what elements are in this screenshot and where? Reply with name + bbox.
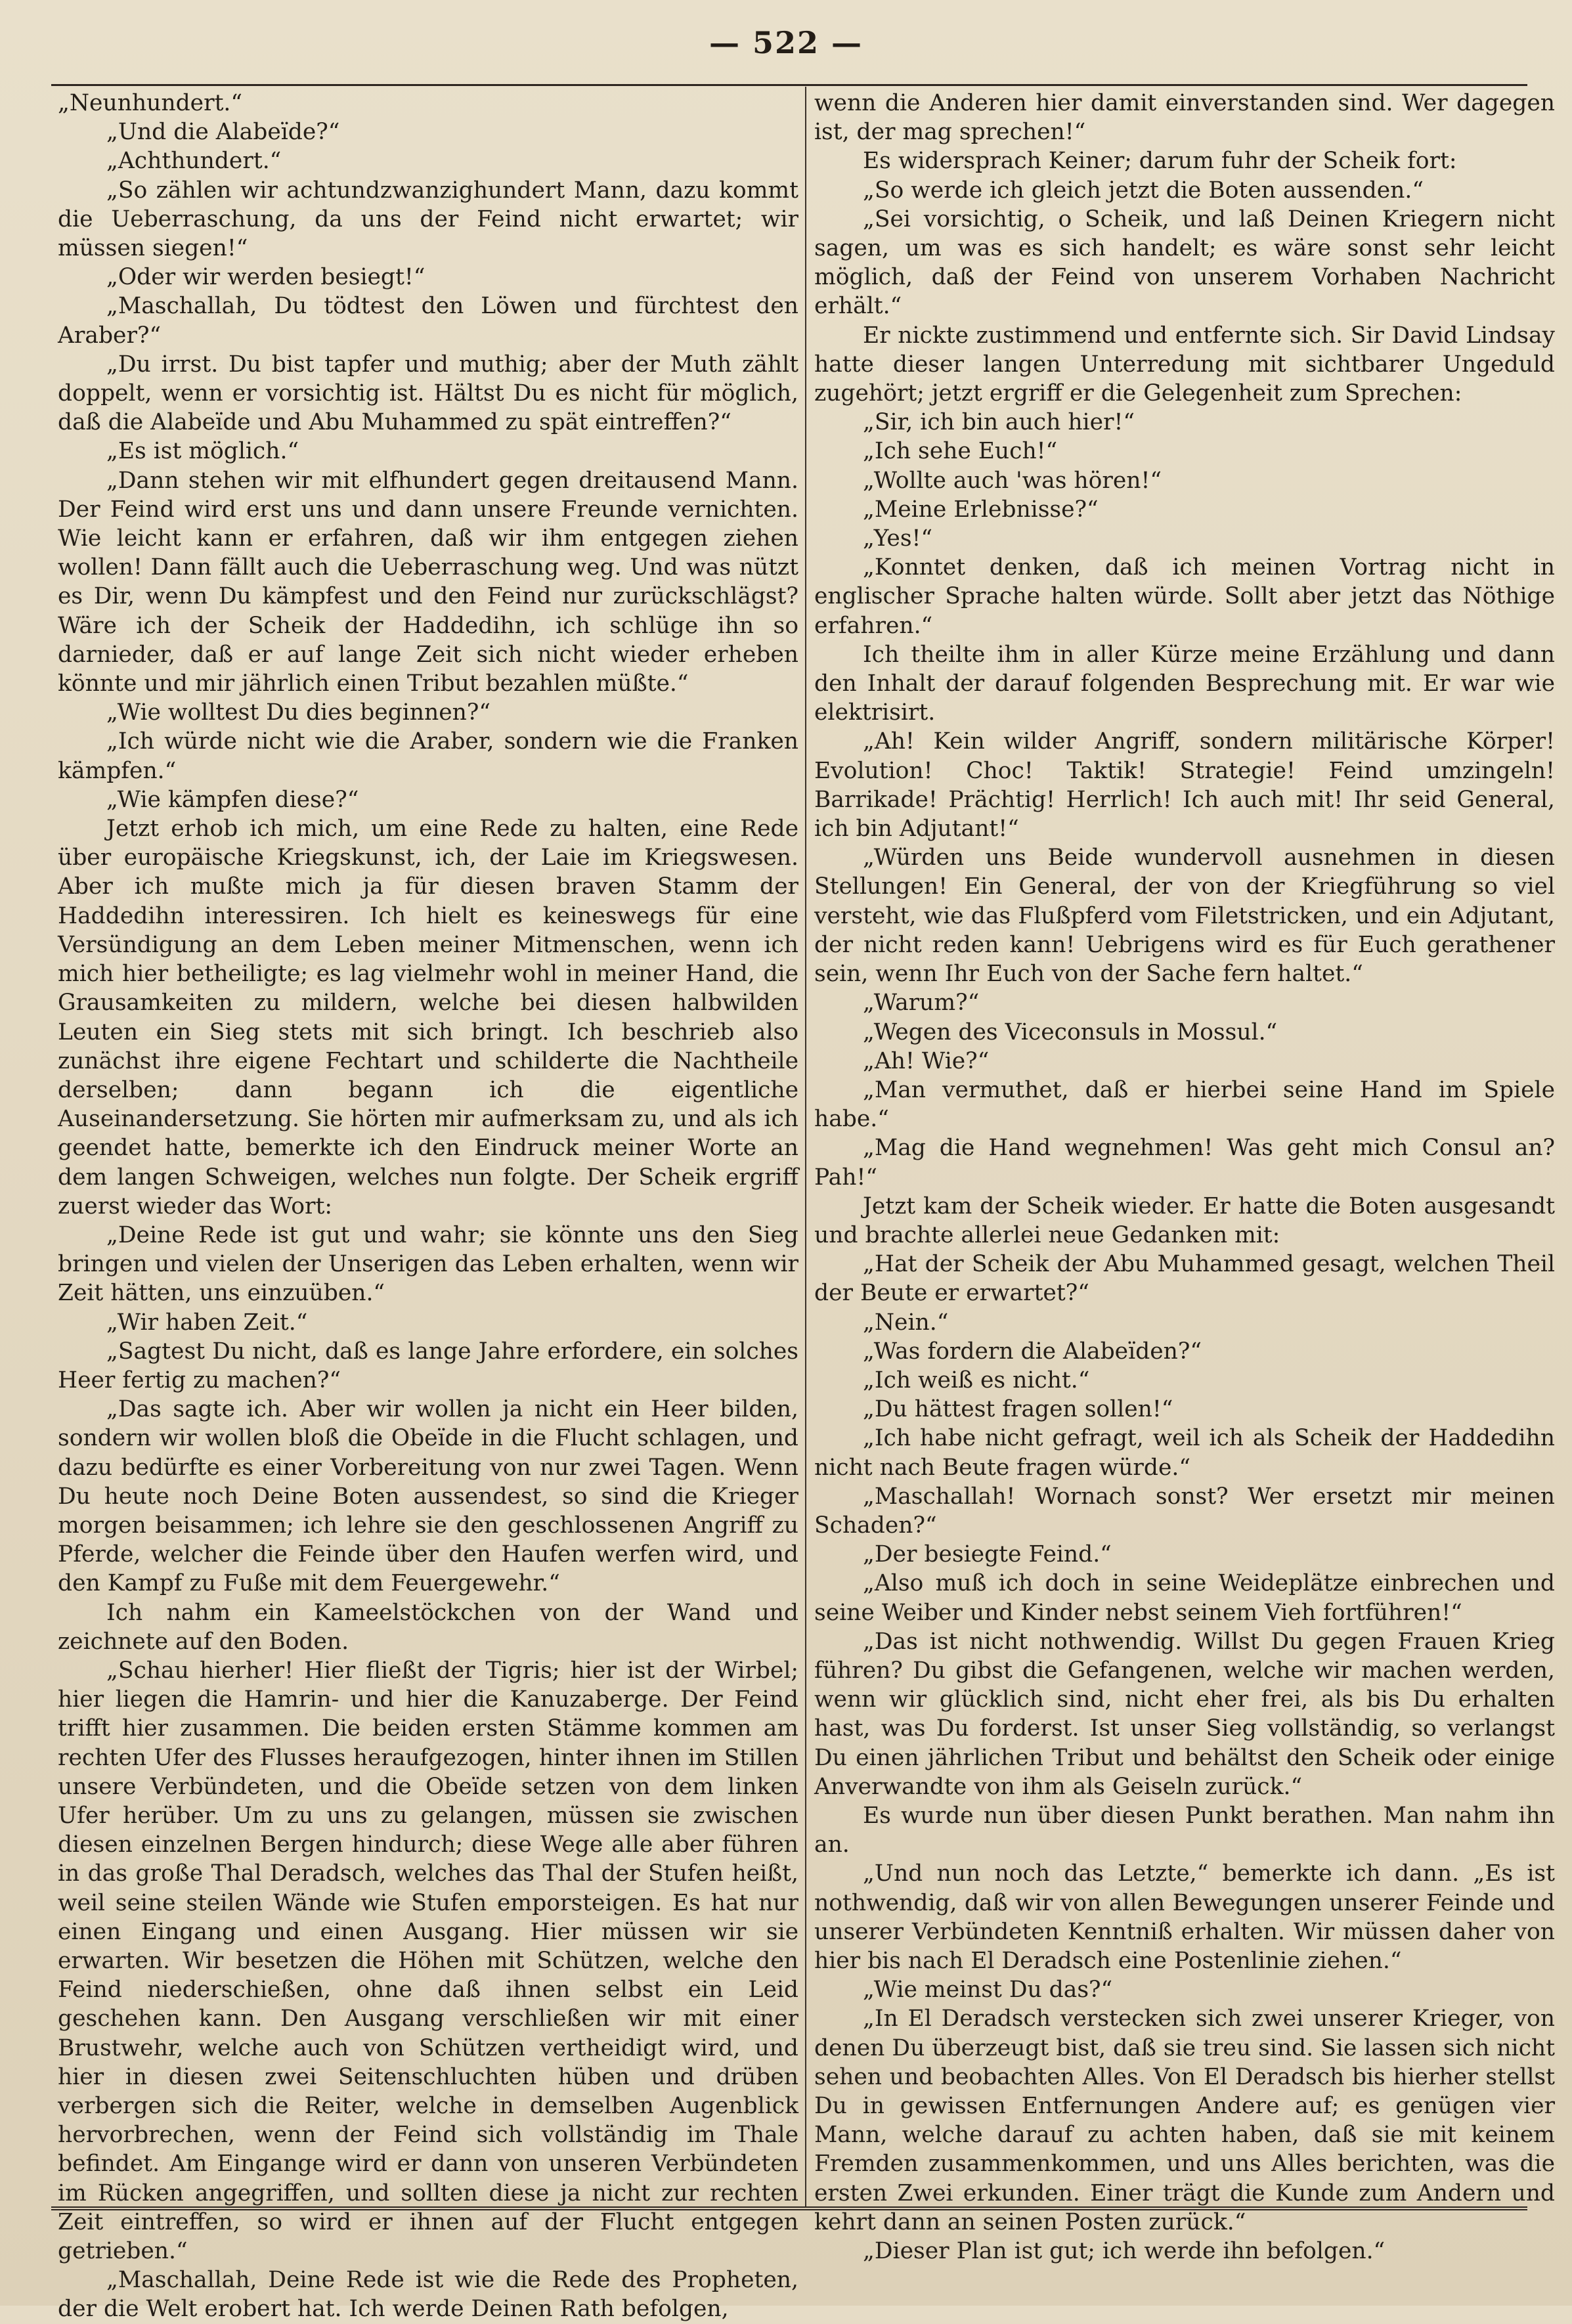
paragraph: „Das sagte ich. Aber wir wollen ja nicht ein Heer bilden, sondern wir wollen bloß die Obeïde in die Flucht schlagen, und dazu bedürfte es einer Vorbereitung von nur zwei Tagen. Wenn Du heute noch Deine Boten aussendest, so sind die Krieger morgen beisammen; ich lehre sie den geschlossenen Angriff zu Pferde, welcher die Feinde über den Haufen werfen wird, und den Kampf zu Fuße mit dem Feuergewehr.“: [58, 1396, 798, 1597]
paragraph: „Würden uns Beide wundervoll ausnehmen in diesen Stellungen! Ein General, der von der Kriegführung so viel versteht, wie das Flußpferd vom Filetstricken, und ein Adjutant, der nicht reden kann! Uebrigens wird es für Euch gerathener sein, wenn Ihr Euch von der Sache fern haltet.“: [814, 844, 1555, 988]
paragraph: Ich nahm ein Kameelstöckchen von der Wand und zeichnete auf den Boden.: [58, 1599, 798, 1655]
paragraph: „Ah! Kein wilder Angriff, sondern militärische Körper! Evolution! Choc! Taktik! Strategie! Feind umzingeln! Barrikade! Prächtig! Herrlich! Ich auch mit! Ihr seid General, ich bin Adjutant!“: [814, 728, 1555, 843]
paragraph: „Du hättest fragen sollen!“: [863, 1396, 1173, 1423]
paragraph: „Meine Erlebnisse?“: [863, 496, 1099, 523]
column-divider: [805, 87, 806, 2206]
right-column: [814, 89, 1555, 2265]
paragraph: „Wie wolltest Du dies beginnen?“: [106, 699, 491, 726]
paragraph: „Wir haben Zeit.“: [106, 1309, 308, 1336]
paragraph: „Deine Rede ist gut und wahr; sie könnte uns den Sieg bringen und vielen der Unserigen das Leben erhalten, wenn wir Zeit hätten, uns einzuüben.“: [58, 1221, 798, 1307]
paragraph: „Und nun noch das Letzte,“ bemerkte ich dann. „Es ist nothwendig, daß wir von allen Bewegungen unserer Feinde und unserer Verbündeten Kenntniß erhalten. Wir müssen daher von hier bis nach El Deradsch eine Postenlinie ziehen.“: [814, 1860, 1555, 1974]
paragraph: „Ich würde nicht wie die Araber, sondern wie die Franken kämpfen.“: [58, 728, 798, 784]
paragraph: „Maschallah, Du tödtest den Löwen und fürchtest den Araber?“: [58, 293, 798, 349]
paragraph: „Also muß ich doch in seine Weideplätze einbrechen und seine Weiber und Kinder nebst seinem Vieh fortführen!“: [814, 1570, 1555, 1626]
paragraph: wenn die Anderen hier damit einverstanden sind. Wer dagegen ist, der mag sprechen!“: [814, 90, 1555, 146]
paragraph: Es widersprach Keiner; darum fuhr der Scheik fort:: [863, 148, 1457, 175]
bottom-rule: [51, 2206, 1527, 2210]
paragraph: „So werde ich gleich jetzt die Boten aussenden.“: [863, 177, 1424, 204]
paragraph: „Man vermuthet, daß er hierbei seine Hand im Spiele habe.“: [814, 1076, 1555, 1133]
paragraph: „Das ist nicht nothwendig. Willst Du gegen Frauen Krieg führen? Du gibst die Gefangenen, welche wir machen werden, wenn wir glücklich sind, nicht eher frei, als bis Du erhalten hast, was Du forderst. Ist unser Sieg vollständig, so verlangst Du einen jährlichen Tribut und behältst den Scheik oder einige Anverwandte von ihm als Geiseln zurück.“: [814, 1628, 1555, 1800]
paragraph: „Wie kämpfen diese?“: [106, 786, 359, 813]
paragraph: „Was fordern die Alabeïden?“: [863, 1338, 1202, 1365]
paragraph: „Sei vorsichtig, o Scheik, und laß Deinen Kriegern nicht sagen, um was es sich handelt; es wäre sonst sehr leicht möglich, daß der Feind von unserem Vorhaben Nachricht erhält.“: [814, 206, 1555, 320]
paragraph: „Oder wir werden besiegt!“: [106, 264, 426, 291]
paragraph: „Yes!“: [863, 525, 933, 552]
paragraph: Er nickte zustimmend und entfernte sich. Sir David Lindsay hatte dieser langen Unterredung mit sichtbarer Ungeduld zugehört; jetzt ergriff er die Gelegenheit zum Sprechen:: [814, 322, 1555, 407]
paragraph: Es wurde nun über diesen Punkt berathen. Man nahm ihn an.: [814, 1802, 1555, 1858]
paragraph: „Du irrst. Du bist tapfer und muthig; aber der Muth zählt doppelt, wenn er vorsichtig ist. Hältst Du es nicht für möglich, daß die Alabeïde und Abu Muhammed zu spät eintreffen?“: [58, 351, 798, 436]
paragraph: „Hat der Scheik der Abu Muhammed gesagt, welchen Theil der Beute er erwartet?“: [814, 1251, 1555, 1307]
paragraph: „Nein.“: [863, 1309, 949, 1336]
paragraph: „Ich weiß es nicht.“: [863, 1367, 1090, 1393]
paragraph: „So zählen wir achtundzwanzighundert Mann, dazu kommt die Ueberraschung, da uns der Feind nicht erwartet; wir müssen siegen!“: [58, 177, 798, 262]
paragraph: „Wie meinst Du das?“: [863, 1977, 1113, 2004]
paragraph: „Ich habe nicht gefragt, weil ich als Scheik der Haddedihn nicht nach Beute fragen würde.“: [814, 1425, 1555, 1481]
paragraph: „Wegen des Viceconsuls in Mossul.“: [863, 1019, 1278, 1045]
paragraph: „In El Deradsch verstecken sich zwei unserer Krieger, von denen Du überzeugt bist, daß sie treu sind. Sie lassen sich nicht sehen und beobachten Alles. Von El Deradsch bis hierher stellst Du in gewissen Entfernungen Andere auf; es genügen vier Mann, welche darauf zu achten haben, daß sie mit keinem Fremden zusammenkommen, und uns Alles berichten, was die ersten Zwei erkunden. Einer trägt die Kunde zum Andern und kehrt dann an seinen Posten zurück.“: [814, 2006, 1555, 2235]
page-number: — 522 —: [709, 25, 863, 60]
paragraph: „Und die Alabeïde?“: [106, 119, 340, 146]
paragraph: „Mag die Hand wegnehmen! Was geht mich Consul an? Pah!“: [814, 1135, 1555, 1191]
paragraph: „Sir, ich bin auch hier!“: [863, 409, 1135, 436]
paragraph: „Ich sehe Euch!“: [863, 438, 1058, 465]
paragraph: „Dieser Plan ist gut; ich werde ihn befolgen.“: [863, 2238, 1386, 2265]
paragraph: „Achthundert.“: [106, 148, 282, 175]
paragraph: „Sagtest Du nicht, daß es lange Jahre erfordere, ein solches Heer fertig zu machen?“: [58, 1338, 798, 1393]
paragraph: „Maschallah, Deine Rede ist wie die Rede des Propheten, der die Welt erobert hat. Ich werde Deinen Rath befolgen,: [58, 2267, 798, 2323]
left-column: [58, 89, 798, 2323]
paragraph: „Maschallah! Wornach sonst? Wer ersetzt mir meinen Schaden?“: [814, 1483, 1555, 1539]
paragraph: „Wollte auch 'was hören!“: [863, 467, 1162, 494]
paragraph: „Dann stehen wir mit elfhundert gegen dreitausend Mann. Der Feind wird erst uns und dann unsere Freunde vernichten. Wie leicht kann er erfahren, daß wir ihm entgegen ziehen wollen! Dann fällt auch die Ueberraschung weg. Und was nützt es Dir, wenn Du kämpfest und den Feind nur zurückschlägst? Wäre ich der Scheik der Haddedihn, ich schlüge ihn so darnieder, daß er auf lange Zeit sich nicht wieder erheben könnte und mir jährlich einen Tribut bezahlen müßte.“: [58, 467, 798, 697]
paragraph: „Es ist möglich.“: [106, 438, 299, 465]
paragraph: Jetzt erhob ich mich, um eine Rede zu halten, eine Rede über europäische Kriegskunst, ich, der Laie im Kriegswesen. Aber ich mußte mich ja für diesen braven Stamm der Haddedihn interessiren. Ich hielt es keineswegs für eine Versündigung an dem Leben meiner Mitmenschen, wenn ich mich hier betheiligte; es lag vielmehr wohl in meiner Hand, die Grausamkeiten zu mildern, welche bei diesen halbwilden Leuten ein Sieg stets mit sich bringt. Ich beschrieb also zunächst ihre eigene Fechtart und schilderte die Nachtheile derselben; dann begann ich die eigentliche Auseinandersetzung. Sie hörten mir aufmerksam zu, und als ich geendet hatte, bemerkte ich den Eindruck meiner Worte an dem langen Schweigen, welches nun folgte. Der Scheik ergriff zuerst wieder das Wort:: [58, 816, 798, 1219]
paragraph: Ich theilte ihm in aller Kürze meine Erzählung und dann den Inhalt der darauf folgenden Besprechung mit. Er war wie elektrisirt.: [814, 641, 1555, 726]
paragraph: „Ah! Wie?“: [863, 1047, 990, 1074]
paragraph: „Neunhundert.“: [58, 90, 243, 116]
paragraph: „Warum?“: [863, 990, 980, 1017]
paragraph: „Der besiegte Feind.“: [863, 1541, 1112, 1568]
paragraph: „Schau hierher! Hier fließt der Tigris; hier ist der Wirbel; hier liegen die Hamrin- und hier die Kanuzaberge. Der Feind trifft hier zusammen. Die beiden ersten Stämme kommen am rechten Ufer des Flusses heraufgezogen, hinter ihnen im Stillen unsere Verbündeten, und die Obeïde setzen von dem linken Ufer herüber. Um zu uns zu gelangen, müssen sie zwischen diesen einzelnen Bergen hindurch; diese Wege alle aber führen in das große Thal Deradsch, welches das Thal der Stufen heißt, weil seine steilen Wände wie Stufen emporsteigen. Es hat nur einen Eingang und einen Ausgang. Hier müssen wir sie erwarten. Wir besetzen die Höhen mit Schützen, welche den Feind niederschießen, ohne daß ihnen selbst ein Leid geschehen kann. Den Ausgang verschließen wir mit einer Brustwehr, welche auch von Schützen vertheidigt wird, und hier in diesen zwei Seitenschluchten hüben und drüben verbergen sich die Reiter, welche in demselben Augenblick hervorbrechen, wenn der Feind sich vollständig im Thale befindet. Am Eingange wird er dann von unseren Verbündeten im Rücken angegriffen, und sollten diese ja nicht zur rechten Zeit eintreffen, so wird er ihnen auf der Flucht entgegen getrieben.“: [58, 1657, 798, 2265]
paragraph: „Konntet denken, daß ich meinen Vortrag nicht in englischer Sprache halten würde. Sollt aber jetzt das Nöthige erfahren.“: [814, 554, 1555, 639]
paragraph: Jetzt kam der Scheik wieder. Er hatte die Boten ausgesandt und brachte allerlei neue Gedanken mit:: [814, 1193, 1555, 1248]
